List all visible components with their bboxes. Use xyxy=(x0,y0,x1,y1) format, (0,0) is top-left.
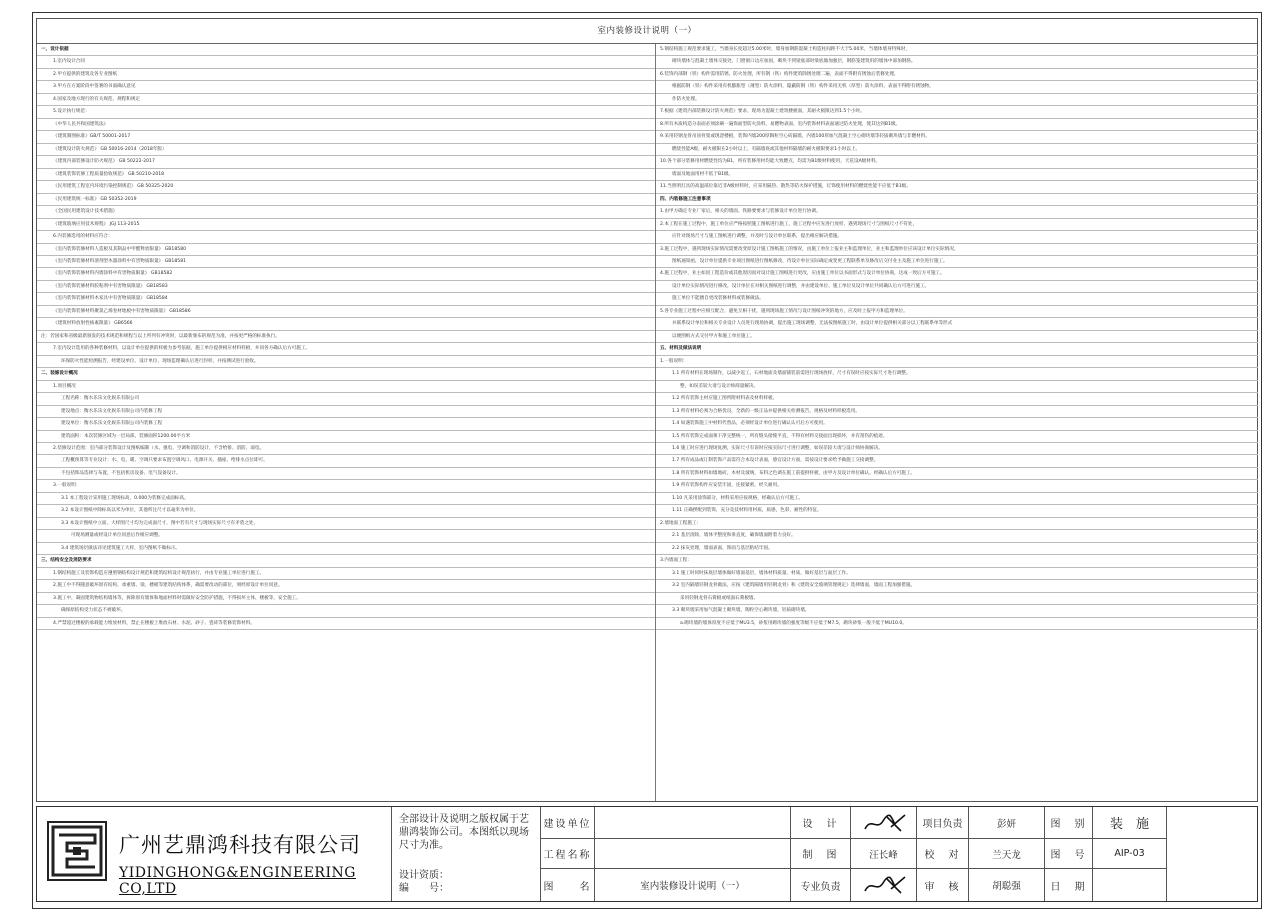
note-line: 注：若国家和省级最新颁发的技术规范和规程与以上所列有冲突时，以最新颁布的规范为准，并按更严格的标准执行。 xyxy=(37,331,655,343)
number-value: AIP-03 xyxy=(1093,839,1167,869)
note-line: 3.4 建筑场层做法详见建筑施工大样，室内图纸不做标示。 xyxy=(37,543,655,555)
note-line: 墙面及地面用材不低于B1级。 xyxy=(656,169,1258,181)
note-line: 4.严禁超过楼板的承载能力堆放材料，禁止在楼板上堆放石材、水泥、砂子、瓷砖等装修装饰材料。 xyxy=(37,618,655,630)
note-line: 1.2 所有装饰主材应施工图所附材料表及材料样板。 xyxy=(656,393,1258,405)
designer-signature xyxy=(851,807,917,839)
company-logo-icon xyxy=(47,821,107,881)
note-line: 5.设计执行规范： xyxy=(37,106,655,118)
note-line: 《建筑制图标准》GB/T 50001-2017 xyxy=(37,131,655,143)
section-heading: 五、材料及做法说明 xyxy=(656,343,1258,355)
note-line: 不包括饰品选择与布置，不包括机房设备、电气设备设计。 xyxy=(37,468,655,480)
check-label: 校 对 xyxy=(917,839,969,869)
note-line: 2.墙地面工程施工： xyxy=(656,518,1258,530)
note-line: 《建筑装饰装修工程质量验收规范》 GB 50210-2018 xyxy=(37,169,655,181)
note-line: 1.项目概况 xyxy=(37,381,655,393)
drawing-name: 室内装修设计说明（一） xyxy=(595,869,791,901)
notes-frame xyxy=(36,18,1258,802)
note-line: 5.各专业施工过程中应相互配合，避免互相干扰，遇到现场施工情况与设计图纸冲突的地方，应及时上报甲方和监理单位。 xyxy=(656,306,1258,318)
note-line: 6.内装修选用的材料应符合： xyxy=(37,231,655,243)
note-line: 3.甲方在方案阶段中签署的书面确认意见 xyxy=(37,81,655,93)
note-line: 2.1 基层清除，墙体平整度和垂直度，确保墙面附着力良好。 xyxy=(656,530,1258,542)
note-line: 3.一般说明： xyxy=(37,480,655,492)
note-line: 砌块墙体与混凝土墙体交接处，门窗洞口边应加固，砌块不到梁底部时梁底做加强层，钢筋笼建筑用的墙体中部加钢筋。 xyxy=(656,56,1258,68)
pm-name: 彭妍 xyxy=(969,807,1045,839)
note-line: 10.各个部分装修用材燃烧性均为B1，所有装修用材均能大致燃点，均需为B1级材料使用，天花设A级材料。 xyxy=(656,156,1258,168)
note-line: 燃烧性能A级，耐火极限在2小时以上，有隔墙底或其他材料隔墙的耐火极限要求1小时以上。 xyxy=(656,144,1258,156)
logo-area xyxy=(37,807,392,901)
note-line: 《民用建筑工程室内环境污染控制规范》 GB 50325-2020 xyxy=(37,181,655,193)
note-line: 1.钢结构施工及装饰构造应遵照钢结构设计规范和建筑结构设计规范执行，并由专业施工单位进行施工。 xyxy=(37,568,655,580)
design-label: 设 计 xyxy=(791,807,851,839)
notes-column-left xyxy=(37,44,656,801)
note-line: 1.8 所有装饰材料如墙地砖，木材及玻璃，布料之色调在施工前提供样板，由甲方及设计单位确认，经确认后方可施工。 xyxy=(656,468,1258,480)
copyright-note xyxy=(391,807,541,901)
review-label: 审 核 xyxy=(917,869,969,901)
note-line: 4.国家及地方现行的有关规范、规程和规定 xyxy=(37,94,655,106)
note-line: 1.5 所有装饰完成面须干净完整统一，所有缝头接缝平直，不得有材料交接面出现损坏，并有刮伤的痕迹。 xyxy=(656,431,1258,443)
note-line: 图纸通知函，设计单位提供专业项目图纸进行图纸修改，待设计单位实际确定或变更工程联系单及修改后交付业主及施工单位进行施工。 xyxy=(656,256,1258,268)
drawing-label: 图 名 xyxy=(541,869,595,901)
note-line: 3.施工过程中，遇到现场实际情况需要改变原设计施工图纸施工的情况，由施工单位上报业主和监理单位，业主和监理单位应该设计单位实际情况。 xyxy=(656,244,1258,256)
note-line: 《室内装饰装修材料聚氯乙烯卷材地板中有害物质限量》 GB18586 xyxy=(37,306,655,318)
note-line: 3.3 砌块墙采用加气混凝土砌块墙，陶粒空心砌块墙，轻质砌块墙。 xyxy=(656,605,1258,617)
discipline-label: 专业负责 xyxy=(791,869,851,901)
note-line: 4.施工过程中，业主如因工程造价或其他原因而对设计施工图纸进行更改，应由施工单位以书面形式与设计单位协商，达成一致后方可施工。 xyxy=(656,268,1258,280)
note-line: 并联系设计单位和相关专业设计人员进行现场协调，提出施工现场调整，无法按图纸施工时，由设计单位提供相关部分以工程联系单等形式 xyxy=(656,318,1258,330)
client-label: 建设单位 xyxy=(541,807,595,839)
note-line: 2.甲方提供的建筑及各专业图纸 xyxy=(37,69,655,81)
blank-cell xyxy=(1167,807,1257,901)
note-line: 2.2 抹灰处理，墙面表面，饰面与基层粘结牢固。 xyxy=(656,543,1258,555)
note-line: 1.室内设计合同 xyxy=(37,56,655,68)
doc-title: 室内装修设计说明（一） xyxy=(37,19,1257,44)
note-line: 2.本工程在施工过程中，施工单位应严格按照施工图纸进行施工，施工过程中应先进行放样，遇到现场尺寸与图纸尺寸不符处， xyxy=(656,219,1258,231)
number-label: 图 号 xyxy=(1045,839,1093,869)
section-heading: 二、装修设计概况 xyxy=(37,368,655,380)
checker-name: 兰天龙 xyxy=(969,839,1045,869)
signature-icon xyxy=(861,873,907,897)
note-line: 3.2 本设计图纸中除标高以米为单位，其他所注尺寸以毫米为单位。 xyxy=(37,505,655,517)
note-line: 可现场测量或经设计单位同意后作相应调整。 xyxy=(37,530,655,542)
note-line: 以便图纸方式交付甲方和施工单位施工。 xyxy=(656,331,1258,343)
note-line: 《室内装饰装修材料人造板及其制品中甲醛释放限量》 GB18580 xyxy=(37,244,655,256)
note-line: 1.6 施工时应进行现场复测，实际尺寸有误时应按实际尺寸进行调整，如误差较大请与设计师协商解决。 xyxy=(656,443,1258,455)
title-block xyxy=(36,806,1258,902)
note-line: 施工单位不能擅自更改装修材料或装修做法。 xyxy=(656,293,1258,305)
note-line: 1.7 所有成品或订制装饰产品需符合本设计表面，感官设计方面，需按设计要求给予做施工交接调整。 xyxy=(656,455,1258,467)
note-line: 《建筑设计防火规范》 GB 50016-2014（2018年版） xyxy=(37,144,655,156)
note-line: 《全国民用建筑设计技术措施》 xyxy=(37,206,655,218)
note-line: 3.内墙面工程： xyxy=(656,555,1258,567)
note-line: 2.装修设计范围：室内部分装饰设计及图纸编制（水、强电、空调和消防设计，不含给排、消防、弱电。 xyxy=(37,443,655,455)
discipline-signature xyxy=(851,869,917,901)
date-value xyxy=(1093,869,1167,901)
project-label: 工程名称 xyxy=(541,839,595,869)
signature-icon xyxy=(861,811,907,835)
note-line: 8.所有木质构造分表面必须涂刷一遍饰面型防火涂料，易燃物表面、室内装饰材料表面通过防火处理，使其达到B1级。 xyxy=(656,119,1258,131)
note-line: 建设单位：衡水乐乐文化娱乐有限公司内装修工程 xyxy=(37,418,655,430)
note-line: 《室内装饰装修材料内墙涂料中有害物质限量》 GB18582 xyxy=(37,268,655,280)
note-line: 整，如误差较大请与设计师商量解决。 xyxy=(656,381,1258,393)
note-line: 《建筑内部装修设计防火规范》 GB 50222-2017 xyxy=(37,156,655,168)
note-line: 3.1 施工时同时抹底层墙体做好墙面基层，墙体材料质量，材质，做好基层与面层工作。 xyxy=(656,568,1258,580)
note-line: 《中华人民共和国建筑法》 xyxy=(37,119,655,131)
note-line: 1.1 所有材料在现场制作，以减少返工，石材地面及墙面铺装前需进行现场放样，尺寸有误时应按实际尺寸进行调整。 xyxy=(656,368,1258,380)
note-line: 1.9 所有装饰构件应安装牢固，连接紧密，经久耐用。 xyxy=(656,480,1258,492)
note-line: 2.施工中不得随意破坏原有结构、承重墙、梁、楼板等建筑结构体系，确需要改动的部位，须经原设计单位同意。 xyxy=(37,580,655,592)
note-line: 7.室内设计选用的各种装修材料，以设计单位提供的样板为参考依据，施工单位提供相应材料样板，并同各方确认后方可施工。 xyxy=(37,343,655,355)
note-line: a.砌块墙的墙体厚度不应低于MU3.5，砂浆用砌块墙的强度等级不应低于M7.5，砌块砂浆一般不低于MU10.0。 xyxy=(656,618,1258,630)
note-line: 采用轻钢龙骨石膏板或纸面石膏板墙。 xyxy=(656,593,1258,605)
note-line: 《建筑玻璃应用技术规程》 JGJ 113-2015 xyxy=(37,219,655,231)
notes-column-right xyxy=(656,44,1258,801)
note-line: 工程概预算等专业设计：水、电、暖、空调只要求布置空调风口、电源开关、插座、给排水点位即可。 xyxy=(37,455,655,467)
note-line: 作防火处理。 xyxy=(656,94,1258,106)
drawer-name: 汪长峰 xyxy=(851,839,917,869)
note-line: 工程名称：衡水乐乐文化娱乐有限公司 xyxy=(37,393,655,405)
note-line: 1.3 所有材料必须为合格优良，全新的一级正品并提供相关检测报告，规格及材料样板选用。 xyxy=(656,406,1258,418)
section-heading: 三、结构安全及消防要求 xyxy=(37,555,655,567)
note-line: 环保防火性能检测报告，经建设单位、设计单位、现场监理确认后进行封样，并按测试进行验收。 xyxy=(37,356,655,368)
note-line: 1.4 如遇装饰施工中材料代替品，必须经设计单位进行确认认可后方可使用。 xyxy=(656,418,1258,430)
note-line: 《建筑材料放射性核素限量》 GB6566 xyxy=(37,318,655,330)
category-label: 图 别 xyxy=(1045,807,1093,839)
note-line: 1.10 凡采用涂饰部分，材料采用应按规格，经确认后方可施工。 xyxy=(656,493,1258,505)
note-line: 《室内装饰装修材料胶粘剂中有害物质限量》 GB18583 xyxy=(37,281,655,293)
category-value: 装 施 xyxy=(1093,807,1167,839)
client-value xyxy=(595,807,791,839)
company-name-en: YIDINGHONG&ENGINEERING CO,LTD xyxy=(119,865,356,897)
company-name-cn: 广州艺鼎鸿科技有限公司 xyxy=(119,833,361,857)
qualification-label: 设计资质： xyxy=(399,870,449,881)
note-line: 3.2 室内隔墙轻钢龙骨做法，应按《建筑隔墙用轻钢龙骨》和《建筑安全玻璃管理规定》选择墙面，墙面工程加强措施。 xyxy=(656,580,1258,592)
note-line: 根据防钢（铁）构件采用有机膨胀型（薄型）防火涂料，隐蔽防钢（铁）构件采用无机（厚型）防火涂料，表面不得附有锈蚀物。 xyxy=(656,81,1258,93)
note-line: 设计单位实际情况进行修改，设计单位在对相关图纸进行调整，并由建设单位、施工单位及设计单位共同确认后方可进行施工。 xyxy=(656,281,1258,293)
note-line: 9.采用轻钢龙骨吊顶骨架或现浇楼板，装饰内墙200厚陶粒空心砖隔墙，内墙100厚加气混凝土空心砌块墙等轻质砌块墙与非燃材料。 xyxy=(656,131,1258,143)
note-line: 1.一般说明： xyxy=(656,356,1258,368)
note-line: 建设地点：衡水乐乐文化娱乐有限公司内装修工程 xyxy=(37,406,655,418)
note-line: 6.装饰内部钢（铁）构件需用防锈、防火处理，所有钢（铁）构件建筑除锈处理二遍，表面不得附有锈蚀后装修处理， xyxy=(656,69,1258,81)
date-label: 日 期 xyxy=(1045,869,1093,901)
note-line: 3.1 本工程设计采用施工现场标高，0.000为装修完成面标高。 xyxy=(37,493,655,505)
qualification-block xyxy=(399,869,449,895)
note-line: 1.11 正确摆配到装饰，充分竞技材料用材质，质感，色彩，耐性的特征。 xyxy=(656,505,1258,517)
section-heading: 四、内装修施工注意事项 xyxy=(656,194,1258,206)
section-heading: 一、设计依据 xyxy=(37,44,655,56)
note-line: 建筑面积：本次装修区域为一层局部，装修面积1200.00平方米 xyxy=(37,431,655,443)
note-line: 3.施工中，凝固建筑物结构墙体等，拆除原有墙体和地面材料时需做好安全防护措施，不得损坏主体、楼板等，安全施工。 xyxy=(37,593,655,605)
note-line: 7.根据《建筑内部装修设计防火规范》要求，现场为混凝土建筑楼板面，其耐火极限达到1.5个小时。 xyxy=(656,106,1258,118)
reviewer-name: 胡聪强 xyxy=(969,869,1045,901)
note-line: 《室内装饰装修材料溶剂型木器涂料中有害物质限量》 GB18581 xyxy=(37,256,655,268)
note-line: 3.3 本设计图纸中立面、大样图尺寸均为完成面尺寸，图中若有尺寸与现场实际尺寸有矛盾之处， xyxy=(37,518,655,530)
note-line: 应针对现场尺寸与施工图纸进行调整，并及时与设计单位联系，提出相应解决措施。 xyxy=(656,231,1258,243)
copyright-text: 全部设计及说明之版权属于艺鼎鸿装饰公司。本图纸以现场尺寸为准。 xyxy=(399,814,529,851)
note-line: 《民用建筑统一标准》 GB 50352-2019 xyxy=(37,194,655,206)
note-line: 5.钢结构施工规范要求施工，当墙身长度超过5.00米时，墙身加钢筋混凝土构造柱间距不大于5.00米，当墙体墙身特殊时， xyxy=(656,44,1258,56)
note-line: 《室内装饰装修材料木家具中有害物质限量》 GB18584 xyxy=(37,293,655,305)
note-line: 确保原结构受力状态不被破坏。 xyxy=(37,605,655,617)
draw-label: 制 图 xyxy=(791,839,851,869)
serial-number-label: 编 号： xyxy=(399,883,449,894)
note-line: 11.当照明灯具的高温部位靠近非A级材料时，应采用隔热、散热等防火保护措施，灯饰使用材料的燃烧性能不应低于B1级。 xyxy=(656,181,1258,193)
pm-label: 项目负责 xyxy=(917,807,969,839)
note-line: 1.由甲方确定专业厂家后，相关的墙面、铁路要要求与装修设计单位进行协调。 xyxy=(656,206,1258,218)
project-value xyxy=(595,839,791,869)
